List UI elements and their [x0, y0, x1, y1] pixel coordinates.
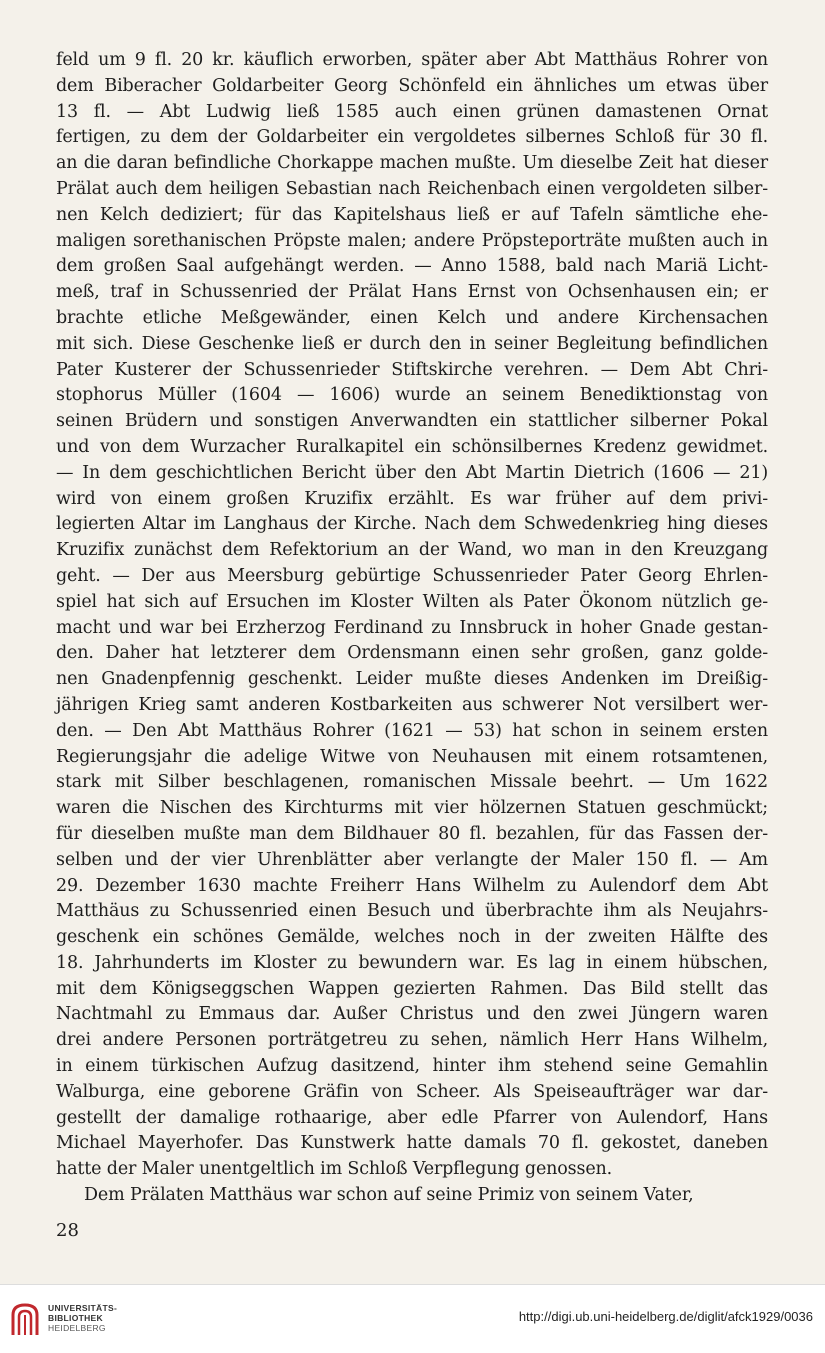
library-name-line2: BIBLIOTHEK	[48, 1313, 103, 1323]
text-line: Dem Prälaten Matthäus war schon auf seine Primiz von seinem Vater,	[84, 1185, 694, 1206]
text-line: den. — Den Abt Matthäus Rohrer (1621 — 53) hat schon in seinem ersten	[56, 720, 768, 741]
text-line: mit sich. Diese Geschenke ließ er durch den in seiner Begleitung befindlichen	[56, 333, 768, 354]
text-line: dem großen Saal aufgehängt werden. — Anno 1588, bald nach Mariä Licht-	[56, 256, 768, 277]
text-line: Matthäus zu Schussenried einen Besuch und überbrachte ihm als Neujahrs-	[56, 901, 768, 922]
text-line: stophorus Müller (1604 — 1606) wurde an seinem Benediktionstag von	[56, 385, 768, 406]
page-url-link[interactable]: http://digi.ub.uni-heidelberg.de/diglit/afck1929/0036	[518, 1309, 813, 1324]
text-line: dem Biberacher Goldarbeiter Georg Schönfeld ein ähnliches um etwas über	[56, 75, 768, 96]
library-name	[48, 1303, 117, 1333]
text-line: nen Kelch dediziert; für das Kapitelshaus ließ er auf Tafeln sämtliche ehe-	[56, 204, 768, 225]
text-line: stark mit Silber beschlagenen, romanischen Missale beehrt. — Um 1622	[56, 772, 768, 793]
text-line: geschenk ein schönes Gemälde, welches noch in der zweiten Hälfte des	[56, 927, 768, 948]
text-line: mit dem Königseggschen Wappen gezierten Rahmen. Das Bild stellt das	[56, 978, 768, 999]
text-line: drei andere Personen porträtgetreu zu sehen, nämlich Herr Hans Wilhelm,	[56, 1030, 768, 1051]
text-line: 29. Dezember 1630 machte Freiherr Hans Wilhelm zu Aulendorf dem Abt	[56, 875, 768, 896]
text-line: spiel hat sich auf Ersuchen im Kloster Wilten als Pater Ökonom nützlich ge-	[56, 591, 768, 612]
text-line: legierten Altar im Langhaus der Kirche. Nach dem Schwedenkrieg hing dieses	[56, 514, 768, 535]
text-line: hatte der Maler unentgeltlich im Schloß Verpflegung genossen.	[56, 1159, 613, 1180]
library-name-line1: UNIVERSITÄTS-	[48, 1303, 118, 1313]
text-line: selben und der vier Uhrenblätter aber verlangte der Maler 150 fl. — Am	[56, 849, 768, 870]
text-line: Walburga, eine geborene Gräfin von Scheer. Als Speiseaufträger war dar-	[56, 1081, 768, 1102]
text-line: maligen sorethanischen Pröpste malen; andere Pröpsteporträte mußten auch in	[56, 230, 768, 251]
text-line: Prälat auch dem heiligen Sebastian nach Reichenbach einen vergoldeten silber-	[56, 178, 768, 199]
text-line: jährigen Krieg samt anderen Kostbarkeiten aus schwerer Not versilbert wer-	[56, 694, 768, 715]
page-number: 28	[56, 1220, 79, 1241]
text-line: wird von einem großen Kruzifix erzählt. Es war früher auf dem privi-	[56, 488, 768, 509]
text-line: den. Daher hat letzterer dem Ordensmann einen sehr großen, ganz golde-	[56, 643, 768, 664]
text-line: und von dem Wurzacher Ruralkapitel ein schönsilbernes Kredenz gewidmet.	[56, 436, 768, 457]
text-line: seinen Brüdern und sonstigen Anverwandten ein stattlicher silberner Pokal	[56, 411, 768, 432]
library-logo-icon	[8, 1301, 42, 1339]
text-line: gestellt der damalige rothaarige, aber edle Pfarrer von Aulendorf, Hans	[56, 1107, 768, 1128]
text-line: brachte etliche Meßgewänder, einen Kelch und andere Kirchensachen	[56, 307, 768, 328]
text-line: macht und war bei Erzherzog Ferdinand zu Innsbruck in hoher Gnade gestan-	[56, 617, 768, 638]
library-name-line3: HEIDELBERG	[48, 1323, 106, 1333]
text-line: für dieselben mußte man dem Bildhauer 80 fl. bezahlen, für das Fassen der-	[56, 823, 768, 844]
body-text	[56, 48, 768, 1209]
text-line: Kruzifix zunächst dem Refektorium an der Wand, wo man in den Kreuzgang	[56, 540, 768, 561]
text-line: waren die Nischen des Kirchturms mit vier hölzernen Statuen geschmückt;	[56, 798, 768, 819]
text-line: Regierungsjahr die adelige Witwe von Neuhausen mit einem rotsamtenen,	[56, 746, 768, 767]
text-line: fertigen, zu dem der Goldarbeiter ein vergoldetes silbernes Schloß für 30 fl.	[56, 127, 768, 148]
text-line: Michael Mayerhofer. Das Kunstwerk hatte damals 70 fl. gekostet, daneben	[56, 1133, 768, 1154]
text-line: meß, traf in Schussenried der Prälat Hans Ernst von Ochsenhausen ein; er	[56, 282, 768, 303]
text-line: geht. — Der aus Meersburg gebürtige Schussenrieder Pater Georg Ehrlen-	[56, 565, 768, 586]
text-line: an die daran befindliche Chorkappe machen mußte. Um dieselbe Zeit hat dieser	[56, 153, 768, 174]
text-line: feld um 9 fl. 20 kr. käuflich erworben, später aber Abt Matthäus Rohrer von	[56, 50, 768, 70]
text-line: Nachtmahl zu Emmaus dar. Außer Christus und den zwei Jüngern waren	[56, 1004, 768, 1025]
text-line: nen Gnadenpfennig geschenkt. Leider mußte dieses Andenken im Dreißig-	[56, 669, 768, 690]
text-line: 18. Jahrhunderts im Kloster zu bewundern war. Es lag in einem hübschen,	[56, 952, 768, 973]
text-line: Pater Kusterer der Schussenrieder Stiftskirche verehren. — Dem Abt Chri-	[56, 359, 768, 380]
text-line: in einem türkischen Aufzug dasitzend, hinter ihm stehend seine Gemahlin	[56, 1056, 768, 1077]
text-line: 13 fl. — Abt Ludwig ließ 1585 auch einen grünen damastenen Ornat	[56, 101, 768, 122]
viewer-footer	[0, 1284, 825, 1353]
text-line: — In dem geschichtlichen Bericht über den Abt Martin Dietrich (1606 — 21)	[56, 462, 768, 483]
